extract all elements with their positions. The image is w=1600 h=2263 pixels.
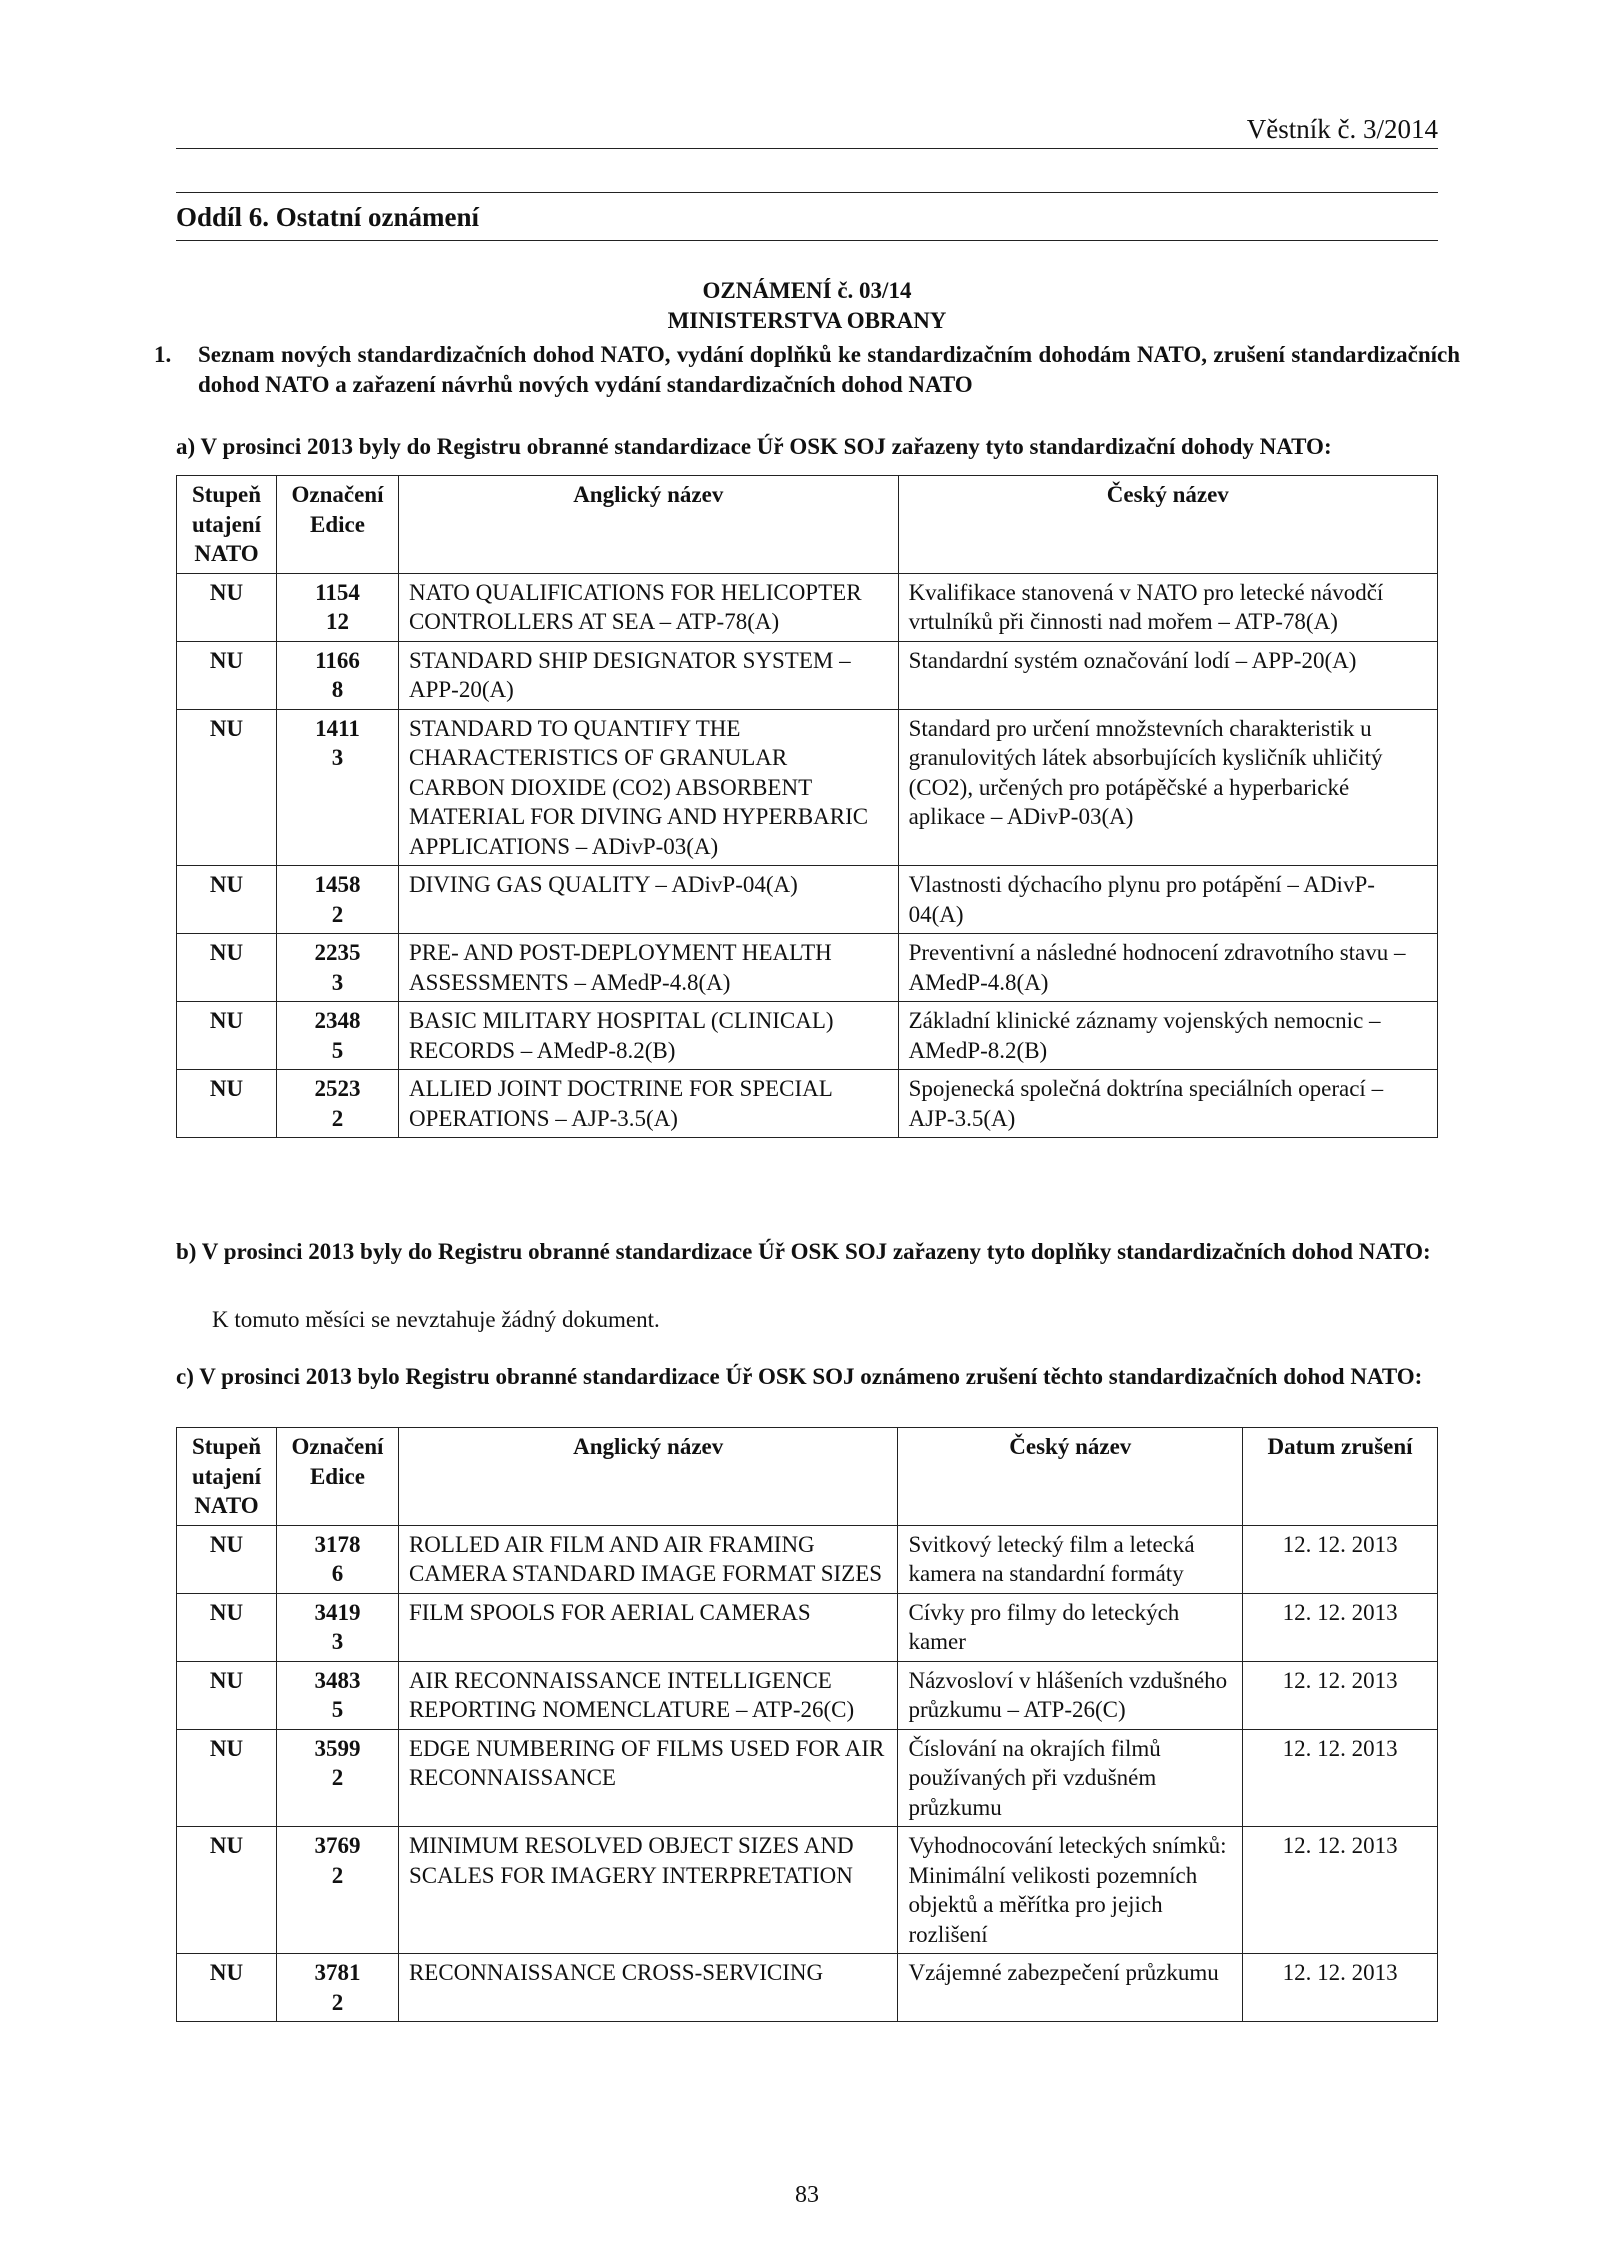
part-b-note: K tomuto měsíci se nevztahuje žádný dokument.	[212, 1307, 660, 1332]
edition-number: 2	[331, 1989, 344, 2015]
edition-number: 2	[331, 901, 344, 927]
english-title-cell: ROLLED AIR FILM AND AIR FRAMING CAMERA STANDARD IMAGE FORMAT SIZES	[398, 1525, 898, 1593]
section-rule-top	[176, 192, 1438, 193]
designation-cell	[276, 1661, 398, 1729]
cancellation-date-cell: 12. 12. 2013	[1243, 1827, 1438, 1954]
col-header-designation: Označení Edice	[276, 476, 398, 574]
table-row	[177, 1661, 1438, 1729]
english-title-cell: AIR RECONNAISSANCE INTELLIGENCE REPORTING NOMENCLATURE – ATP-26(C)	[398, 1661, 898, 1729]
table-c-header-row	[177, 1428, 1438, 1526]
czech-title-cell: Standardní systém označování lodí – APP-20(A)	[898, 641, 1437, 709]
table-row	[177, 573, 1438, 641]
classification-cell: NU	[177, 1661, 277, 1729]
cancellation-date-cell: 12. 12. 2013	[1243, 1593, 1438, 1661]
edition-number: 2	[331, 1862, 344, 1888]
page-number: 83	[795, 2182, 819, 2208]
col-header-english: Anglický název	[398, 1428, 898, 1526]
czech-title-cell: Svitkový letecký film a letecká kamera na standardní formáty	[898, 1525, 1243, 1593]
section-title: Oddíl 6. Ostatní oznámení	[176, 202, 480, 232]
czech-title-cell: Vzájemné zabezpečení průzkumu	[898, 1954, 1243, 2022]
classification-cell: NU	[177, 709, 277, 866]
czech-title-cell: Kvalifikace stanovená v NATO pro letecké návodčí vrtulníků při činnosti nad mořem – ATP-78(A)	[898, 573, 1437, 641]
table-row	[177, 1002, 1438, 1070]
designation-cell	[276, 573, 398, 641]
edition-number: 5	[331, 1037, 344, 1063]
english-title-cell: STANDARD TO QUANTIFY THE CHARACTERISTICS OF GRANULAR CARBON DIOXIDE (CO2) ABSORBENT MATERIAL FOR DIVING AND HYPERBARIC APPLICATIONS – ADivP-03(A)	[398, 709, 898, 866]
edition-number: 3	[331, 1629, 344, 1654]
designation-cell	[276, 1002, 398, 1070]
czech-title-cell: Názvosloví v hlášeních vzdušného průzkumu – ATP-26(C)	[898, 1661, 1243, 1729]
header-rule	[176, 148, 1438, 149]
stanag-number: 1154	[315, 579, 360, 605]
col-header-designation: Označení Edice	[276, 1428, 398, 1526]
classification-cell: NU	[177, 1070, 277, 1138]
table-part-a	[176, 475, 1438, 1138]
cancellation-date-cell: 12. 12. 2013	[1243, 1661, 1438, 1729]
stanag-number: 3769	[314, 1833, 361, 1858]
part-a-heading: a) V prosinci 2013 byly do Registru obranné standardizace Úř OSK SOJ zařazeny tyto standardizační dohody NATO:	[176, 434, 1332, 459]
czech-title-cell: Cívky pro filmy do leteckých kamer	[898, 1593, 1243, 1661]
table-row	[177, 1070, 1438, 1138]
czech-title-cell: Základní klinické záznamy vojenských nemocnic – AMedP-8.2(B)	[898, 1002, 1437, 1070]
table-row	[177, 641, 1438, 709]
czech-title-cell: Vyhodnocování leteckých snímků: Minimální velikosti pozemních objektů a měřítka pro jejich rozlišení	[898, 1827, 1243, 1954]
item-1-number: 1.	[154, 342, 172, 367]
item-1-text: Seznam nových standardizačních dohod NATO, vydání doplňků ke standardizačním dohodám NATO, zrušení standardizačních dohod NATO a zařazení návrhů nových vydání standardizačních dohod NATO	[198, 342, 1460, 397]
english-title-cell: FILM SPOOLS FOR AERIAL CAMERAS	[398, 1593, 898, 1661]
notice-title-line2: MINISTERSTVA OBRANY	[667, 308, 947, 333]
edition-number: 6	[331, 1561, 344, 1586]
stanag-number: 3599	[314, 1735, 361, 1761]
col-header-level: Stupeň utajení NATO	[177, 476, 277, 574]
czech-title-cell: Vlastnosti dýchacího plynu pro potápění – ADivP-04(A)	[898, 866, 1437, 934]
stanag-number: 2235	[314, 940, 361, 965]
designation-cell	[276, 1729, 398, 1827]
classification-cell: NU	[177, 866, 277, 934]
english-title-cell: PRE- AND POST-DEPLOYMENT HEALTH ASSESSMENTS – AMedP-4.8(A)	[398, 934, 898, 1002]
table-row	[177, 934, 1438, 1002]
col-header-czech: Český název	[898, 1428, 1243, 1526]
czech-title-cell: Standard pro určení množstevních charakteristik u granulovitých látek absorbujících kysličník uhličitý (CO2), určených pro potápěčské a hyperbarické aplikace – ADivP-03(A)	[898, 709, 1437, 866]
part-b-heading: b) V prosinci 2013 byly do Registru obranné standardizace Úř OSK SOJ zařazeny tyto doplňky standardizačních dohod NATO:	[176, 1239, 1431, 1264]
stanag-number: 1411	[315, 715, 360, 741]
edition-number: 3	[331, 969, 344, 995]
classification-cell: NU	[177, 1525, 277, 1593]
cancellation-date-cell: 12. 12. 2013	[1243, 1954, 1438, 2022]
col-header-czech: Český název	[898, 476, 1437, 574]
stanag-number: 3178	[314, 1531, 361, 1557]
designation-cell	[276, 934, 398, 1002]
notice-title	[176, 276, 1438, 336]
classification-cell: NU	[177, 641, 277, 709]
edition-number: 5	[331, 1697, 344, 1722]
col-header-english: Anglický název	[398, 476, 898, 574]
stanag-number: 1166	[315, 647, 360, 673]
classification-cell: NU	[177, 1954, 277, 2022]
english-title-cell: BASIC MILITARY HOSPITAL (CLINICAL) RECORDS – AMedP-8.2(B)	[398, 1002, 898, 1070]
table-row	[177, 1593, 1438, 1661]
designation-cell	[276, 1827, 398, 1954]
english-title-cell: MINIMUM RESOLVED OBJECT SIZES AND SCALES FOR IMAGERY INTERPRETATION	[398, 1827, 898, 1954]
item-1-paragraph	[154, 340, 1460, 400]
stanag-number: 1458	[314, 872, 361, 897]
english-title-cell: DIVING GAS QUALITY – ADivP-04(A)	[398, 866, 898, 934]
part-c-heading: c) V prosinci 2013 bylo Registru obranné standardizace Úř OSK SOJ oznámeno zrušení těchto standardizačních dohod NATO:	[176, 1364, 1423, 1389]
classification-cell: NU	[177, 1729, 277, 1827]
english-title-cell: EDGE NUMBERING OF FILMS USED FOR AIR RECONNAISSANCE	[398, 1729, 898, 1827]
designation-cell	[276, 1070, 398, 1138]
english-title-cell: RECONNAISSANCE CROSS-SERVICING	[398, 1954, 898, 2022]
designation-cell	[276, 641, 398, 709]
english-title-cell: STANDARD SHIP DESIGNATOR SYSTEM – APP-20(A)	[398, 641, 898, 709]
edition-number: 2	[331, 1765, 344, 1790]
stanag-number: 3483	[314, 1667, 361, 1693]
czech-title-cell: Spojenecká společná doktrína speciálních operací – AJP-3.5(A)	[898, 1070, 1437, 1138]
designation-cell	[276, 709, 398, 866]
col-header-date: Datum zrušení	[1243, 1428, 1438, 1526]
classification-cell: NU	[177, 1002, 277, 1070]
table-row	[177, 1827, 1438, 1954]
designation-cell	[276, 866, 398, 934]
journal-header: Věstník č. 3/2014	[1246, 114, 1438, 144]
classification-cell: NU	[177, 573, 277, 641]
stanag-number: 3781	[314, 1960, 361, 1985]
edition-number: 3	[331, 745, 344, 770]
english-title-cell: NATO QUALIFICATIONS FOR HELICOPTER CONTROLLERS AT SEA – ATP-78(A)	[398, 573, 898, 641]
col-header-level: Stupeň utajení NATO	[177, 1428, 277, 1526]
designation-cell	[276, 1954, 398, 2022]
designation-cell	[276, 1593, 398, 1661]
table-row	[177, 866, 1438, 934]
section-rule-bottom	[176, 240, 1438, 241]
table-row	[177, 1525, 1438, 1593]
stanag-number: 2348	[314, 1008, 361, 1033]
cancellation-date-cell: 12. 12. 2013	[1243, 1729, 1438, 1827]
table-row	[177, 709, 1438, 866]
english-title-cell: ALLIED JOINT DOCTRINE FOR SPECIAL OPERATIONS – AJP-3.5(A)	[398, 1070, 898, 1138]
edition-number: 2	[331, 1105, 344, 1131]
designation-cell	[276, 1525, 398, 1593]
classification-cell: NU	[177, 934, 277, 1002]
edition-number: 12	[325, 609, 349, 634]
table-row	[177, 1729, 1438, 1827]
czech-title-cell: Číslování na okrajích filmů používaných při vzdušném průzkumu	[898, 1729, 1243, 1827]
czech-title-cell: Preventivní a následné hodnocení zdravotního stavu – AMedP-4.8(A)	[898, 934, 1437, 1002]
table-row	[177, 1954, 1438, 2022]
stanag-number: 3419	[314, 1599, 361, 1625]
classification-cell: NU	[177, 1827, 277, 1954]
edition-number: 8	[331, 677, 344, 702]
classification-cell: NU	[177, 1593, 277, 1661]
table-a-header-row	[177, 476, 1438, 574]
stanag-number: 2523	[314, 1076, 361, 1101]
table-part-c	[176, 1427, 1438, 2022]
notice-title-line1: OZNÁMENÍ č. 03/14	[702, 278, 912, 303]
cancellation-date-cell: 12. 12. 2013	[1243, 1525, 1438, 1593]
